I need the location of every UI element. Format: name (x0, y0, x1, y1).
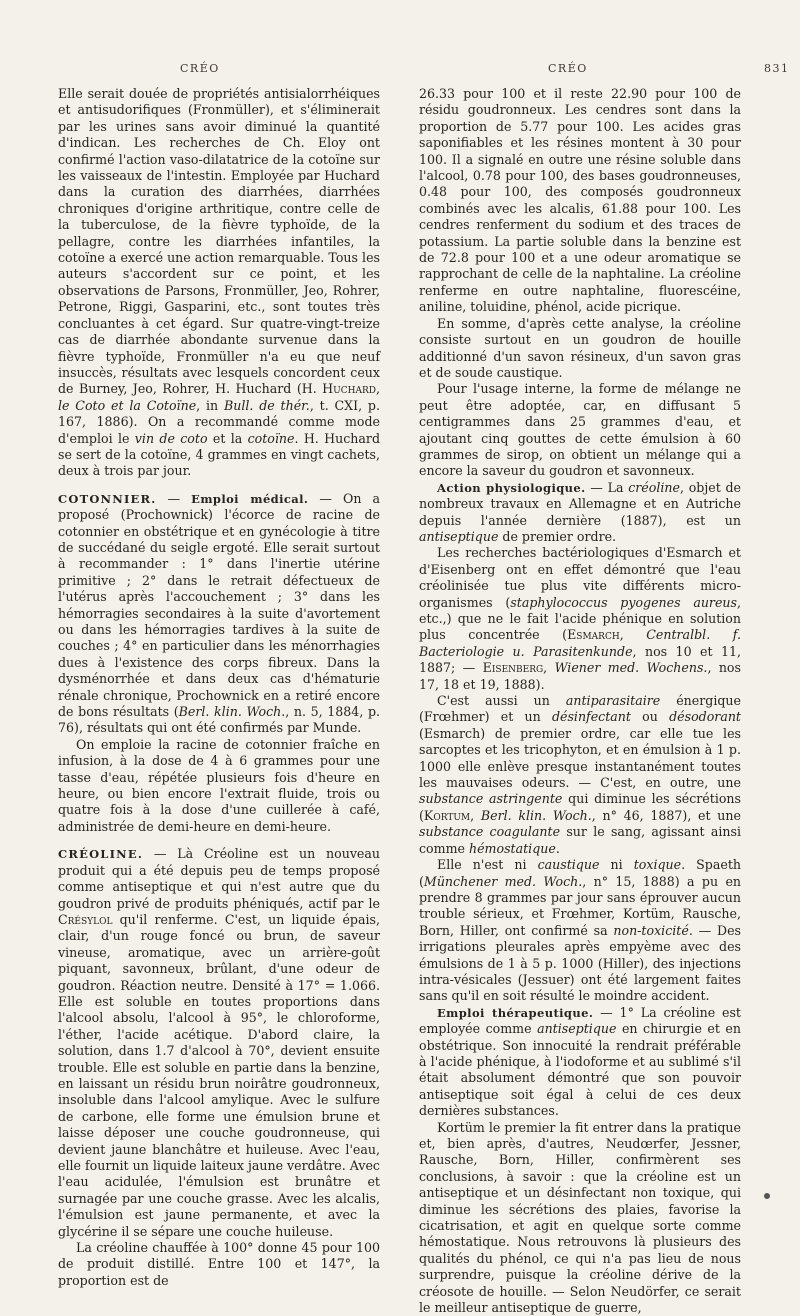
headword-cotonnier: COTONNIER. (58, 491, 157, 506)
bacteriological-paragraph: Les recherches bactériologiques d'Esmarch et d'Eisenberg ont en effet démontré que l'eau créolinisée tue plus vite différents micro-organismes (staphylococcus pyogenes aureus, etc.,) que ne le fait l'acide phénique en solution plus concentrée (Esmarch, Centralbl. f. Bacteriologie u. Parasitenkunde, nos 10 et 11, 1887; — Eisenberg, Wiener med. Wochens., nos 17, 18 et 19, 1888). (419, 545, 741, 692)
action-physiologique-paragraph: Action physiologique. — La créoline, objet de nombreux travaux en Allemagne et en Autriche depuis l'année dernière (1887), est un antiseptique de premier ordre. (419, 479, 741, 544)
creoline-distillation-paragraph: La créoline chauffée à 100° donne 45 pour 100 de produit distillé. Entre 100 et 147°, la proportion est de (58, 1240, 380, 1288)
summary-paragraph: En somme, d'après cette analyse, la créoline consiste surtout en un goudron de houille additionné d'un savon résineux, d'un savon gras et de soude caustique. (419, 315, 741, 380)
headword-creoline: CRÉOLINE. (58, 847, 144, 862)
toxicity-paragraph: Elle n'est ni caustique ni toxique. Spaeth (Münchener med. Woch., n° 15, 1888) a pu en prendre 8 grammes par jour sans éprouver aucun trouble sérieux, et Frœhmer, Kortüm, Rausche, Born, Hiller, ont confirmé sa non-toxicité. — Des irrigations pleurales après empyème avec des émulsions de 1 à 5 p. 1000 (Hiller), des injections intra-vésicales (Jessuer) ont été largement faites sans qu'il en soit résulté le moindre accident. (419, 857, 742, 1004)
page-dot (764, 1193, 770, 1199)
subhead-emploi-medical: Emploi médical. (191, 491, 309, 506)
cotonnier-usage-paragraph: On emploie la racine de cotonnier fraîche en infusion, à la dose de 4 à 6 grammes pour une tasse d'eau, répétée plusieurs fois d'heure en heure, ou bien encore l'extrait fluide, trois ou quatre fois à la dose d'une cuillerée à café, administrée de demi-heure en demi-heure. (58, 736, 380, 834)
antiparasitic-paragraph: C'est aussi un antiparasitaire énergique (Frœhmer) et un désinfectant ou désodorant (Esmarch) de premier ordre, car elle tue les sarcoptes et les tricophyton, et en émulsion à 1 p. 1000 elle enlève presque instantanément toutes les mauvaises odeurs. — C'est, en outre, une substance astringente qui diminue les sécrétions (Kortum, Berl. klin. Woch., n° 46, 1887), et une substance coagulante sur le sang, agissant ainsi comme hémostatique. (419, 693, 742, 856)
subhead-emploi-therapeutique: Emploi thérapeutique. (437, 1005, 594, 1020)
running-head-center: CRÉO (548, 62, 588, 75)
cotoine-paragraph: Elle serait douée de propriétés antisialorrhéiques et antisudorifiques (Fronmüller), et s'éliminerait par les urines sans avoir diminué la quantité d'indican. Les recherches de Ch. Eloy ont confirmé l'action vaso-dilatatrice de la cotoïne sur les vaisseaux de l'intestin. Employée par Huchard dans la curation des diarrhées, diarrhées chroniques d'origine arthritique, contre celle de la tuberculose, de la fièvre typhoïde, de la pellagre, contre les diarrhées infantiles, la cotoïne a exercé une action remarquable. Tous les auteurs s'accordent sur ce point, et les observations de Parsons, Fronmüller, Jeo, Rohrer, Petrone, Riggi, Gasparini, etc., sont toutes très concluantes à cet égard. Sur quatre-vingt-treize cas de diarrhée abondante survenue dans la fièvre typhoïde, Fronmüller n'a eu que neuf insuccès, résultats avec lesquels concordent ceux de Burney, Jeo, Rohrer, H. Huchard (H. Huchard, le Coto et la Cotoïne, in Bull. de thér., t. CXI, p. 167, 1886). On a recommandé comme mode d'emploi le vin de coto et la cotoïne. H. Huchard se sert de la cotoïne, 4 grammes en vingt cachets, deux à trois par jour. (58, 86, 381, 479)
subhead-action-physiologique: Action physiologique. (437, 480, 586, 495)
running-head-left: CRÉO (180, 62, 220, 75)
page-number: 831 (764, 62, 790, 75)
kortum-paragraph: Kortüm le premier la fit entrer dans la pratique et, bien après, d'autres, Neudœrfer, Jessner, Rausche, Born, Hiller, confirmèrent ses conclusions, à savoir : que la créoline est un antiseptique et un désinfectant non toxique, qui diminue les sécrétions des plaies, favorise la cicatrisation, et agit en quelque sorte comme hémostatique. Nous retrouvons là plusieurs des qualités du phénol, ce qui n'a pas lieu de nous surprendre, puisque la créoline dérive de la créosote de houille. — Selon Neudörfer, ce serait le meilleur antiseptique de guerre, (419, 1119, 741, 1316)
entry-creoline: CRÉOLINE. — Là Créoline est un nouveau produit qui a été depuis peu de temps proposé comme antiseptique et qui n'est autre que du goudron privé de produits phéniqués, actif par le Crésylol qu'il renferme. C'est, un liquide épais, clair, d'un rouge foncé ou brun, de saveur vineuse, aromatique, avec un arrière-goût piquant, savonneux, brûlant, d'une odeur de goudron. Réaction neutre. Densité à 17° = 1.066. Elle est soluble en toutes proportions dans l'alcool absolu, l'alcool à 95°, le chloroforme, l'éther, l'acide acétique. D'abord claire, la solution, dans 1.7 d'alcool à 70°, devient ensuite trouble. Elle est soluble en partie dans la benzine, en laissant un résidu brun noirâtre goudronneux, insoluble dans l'alcool amylique. Avec le sulfure de carbone, elle forme une émulsion brune et laisse déposer une couche goudronneuse, qui devient jaune blanchâtre et huileuse. Avec l'eau, elle fournit un liquide laiteux jaune verdâtre. Avec l'eau acidulée, l'émulsion est brunâtre et surnagée par une couche grasse. Avec les alcalis, l'émulsion est jaune permanente, et avec la glycérine il se sépare une couche huileuse. (58, 846, 380, 1239)
emploi-therapeutique-paragraph: Emploi thérapeutique. — 1° La créoline est employée comme antiseptique en chirurgie et en obstétrique. Son innocuité la rendrait préférable à l'acide phénique, à l'iodoforme et au sublimé s'il était absolument démontré que son pouvoir antiseptique soit égal à celui de ces deux dernières substances. (419, 1004, 741, 1119)
composition-paragraph: 26.33 pour 100 et il reste 22.90 pour 100 de résidu goudronneux. Les cendres sont dans la proportion de 5.77 pour 100. Les acides gras saponifiables et les résines montent à 30 pour 100. Il a signalé en outre une résine soluble dans l'alcool, 0.78 pour 100, des bases goudronneuses, 0.48 pour 100, des composés goudronneux combinés avec les alcalis, 61.88 pour 100. Les cendres renferment du sodium et des traces de potassium. La partie soluble dans la benzine est de 72.8 pour 100 et a une odeur aromatique se rapprochant de celle de la naphtaline. La créoline renferme en outre naphtaline, fluorescéine, aniline, toluidine, phénol, acide picrique. (419, 86, 741, 315)
internal-use-paragraph: Pour l'usage interne, la forme de mélange ne peut être adoptée, car, en diffusant 5 centigrammes dans 25 grammes d'eau, et ajoutant cinq gouttes de cette émulsion à 60 grammes de sirop, on obtient un mélange qui a encore la saveur du goudron et savonneux. (419, 381, 741, 479)
right-column (419, 86, 741, 1316)
left-column (58, 86, 380, 1289)
entry-cotonnier: COTONNIER. — Emploi médical. — On a proposé (Prochownick) l'écorce de racine de cotonnier en obstétrique et en gynécologie à titre de succédané du seigle ergoté. Elle serait surtout à recommander : 1° dans l'inertie utérine primitive ; 2° dans le retrait défectueux de l'utérus après l'accouchement ; 3° dans les hémorragies secondaires à la suite d'avortement ou dans les hémorragies tardives à la suite de couches ; 4° en particulier dans les ménorrhagies dues à l'existence des corps fibreux. Dans la dysménorrhée et dans deux cas d'hématurie rénale chronique, Prochownick en a retiré encore de bons résultats (Berl. klin. Woch., n. 5, 1884, p. 76), résultats qui ont été confirmés par Munde. (58, 490, 381, 736)
